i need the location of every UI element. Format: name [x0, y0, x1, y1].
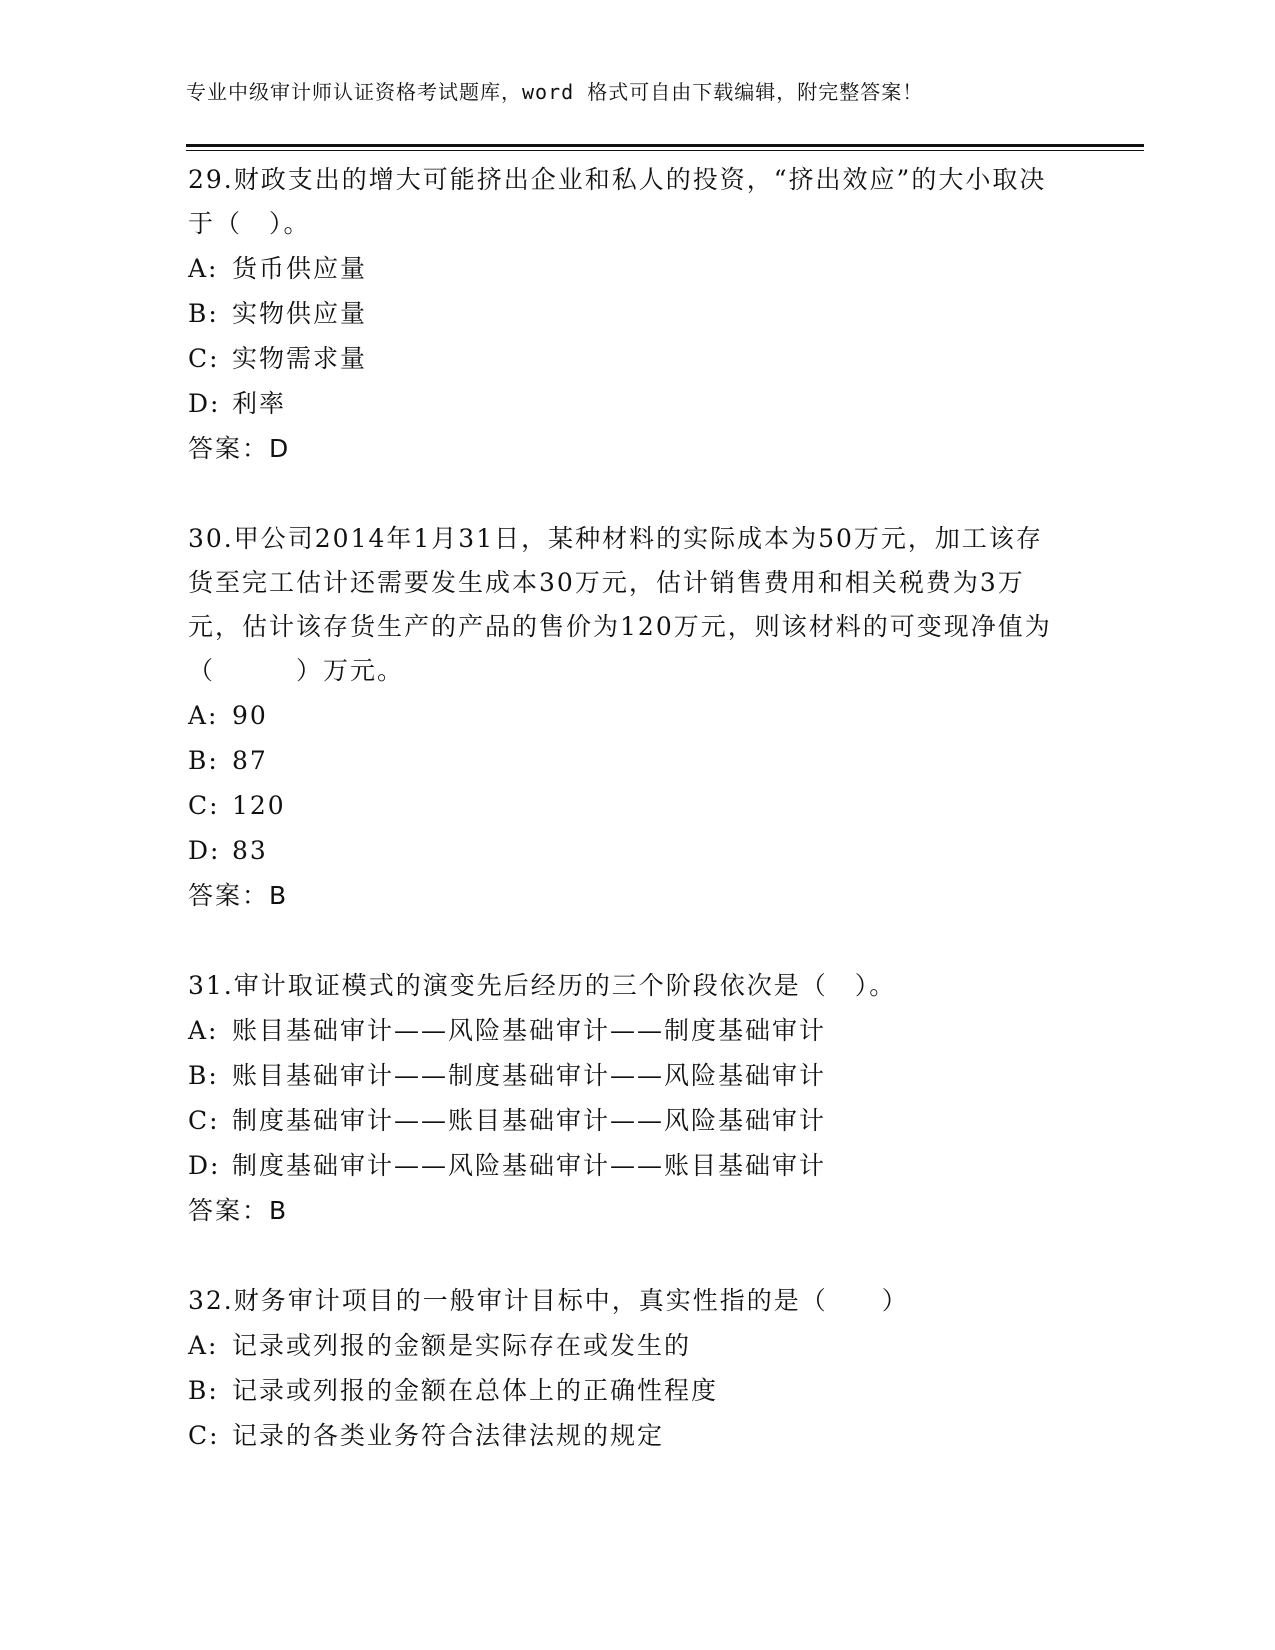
option-d	[188, 828, 1068, 873]
option-text: 实物需求量	[232, 344, 368, 373]
option-c	[188, 336, 1068, 381]
option-label: B:	[188, 1376, 219, 1405]
option-d	[188, 381, 1068, 426]
answer: 答案：B	[188, 881, 289, 910]
option-label: B:	[188, 299, 219, 328]
option-text: 账目基础审计——风险基础审计——制度基础审计	[232, 1016, 827, 1045]
option-text: 记录的各类业务符合法律法规的规定	[232, 1421, 665, 1450]
option-text: 记录或列报的金额在总体上的正确性程度	[232, 1376, 719, 1405]
option-text: 制度基础审计——风险基础审计——账目基础审计	[232, 1151, 827, 1180]
question-stem: 30.甲公司2014年1月31日，某种材料的实际成本为50万元，加工该存货至完工估计还需要发生成本30万元，估计销售费用和相关税费为3万元，估计该存货生产的产品的售价为120万元，则该材料的可变现净值为（ ）万元。	[188, 524, 1052, 685]
option-text: 87	[232, 746, 268, 775]
option-label: A:	[188, 1016, 219, 1045]
answer: 答案：D	[188, 434, 291, 463]
option-d	[188, 1143, 1068, 1188]
option-b	[188, 1053, 1068, 1098]
option-a	[188, 1323, 1068, 1368]
option-c	[188, 783, 1068, 828]
option-label: A:	[188, 701, 219, 730]
option-b	[188, 738, 1068, 783]
option-text: 账目基础审计——制度基础审计——风险基础审计	[232, 1061, 827, 1090]
option-label: B:	[188, 1061, 219, 1090]
option-text: 实物供应量	[232, 299, 368, 328]
option-text: 货币供应量	[232, 254, 368, 283]
option-c	[188, 1413, 1068, 1458]
question-31	[188, 964, 1068, 1233]
option-label: A:	[188, 254, 219, 283]
option-label: D:	[188, 1151, 221, 1180]
option-text: 制度基础审计——账目基础审计——风险基础审计	[232, 1106, 827, 1135]
option-b	[188, 291, 1068, 336]
header-rule-thick	[186, 144, 1144, 147]
option-text: 120	[232, 791, 286, 820]
option-c	[188, 1098, 1068, 1143]
answer: 答案：B	[188, 1196, 289, 1225]
option-label: D:	[188, 389, 221, 418]
header-rule-thin	[186, 150, 1144, 151]
option-label: A:	[188, 1331, 219, 1360]
option-label: D:	[188, 836, 221, 865]
option-a	[188, 1008, 1068, 1053]
question-stem: 32.财务审计项目的一般审计目标中，真实性指的是（ ）	[188, 1286, 909, 1315]
option-label: C:	[188, 791, 220, 820]
question-32	[188, 1279, 1068, 1458]
question-30	[188, 517, 1068, 918]
option-label: C:	[188, 344, 220, 373]
option-text: 记录或列报的金额是实际存在或发生的	[232, 1331, 692, 1360]
option-a	[188, 693, 1068, 738]
option-text: 90	[232, 701, 268, 730]
option-label: C:	[188, 1421, 220, 1450]
question-stem: 29.财政支出的增大可能挤出企业和私人的投资，“挤出效应”的大小取决于（ ）。	[188, 165, 1047, 238]
question-list	[188, 158, 1068, 1458]
option-text: 利率	[232, 389, 287, 418]
option-b	[188, 1368, 1068, 1413]
option-a	[188, 246, 1068, 291]
option-label: C:	[188, 1106, 220, 1135]
page-header: 专业中级审计师认证资格考试题库，word 格式可自由下载编辑，附完整答案！	[186, 80, 924, 104]
question-stem: 31.审计取证模式的演变先后经历的三个阶段依次是（ ）。	[188, 971, 897, 1000]
question-29	[188, 158, 1068, 471]
option-text: 83	[232, 836, 268, 865]
option-label: B:	[188, 746, 219, 775]
